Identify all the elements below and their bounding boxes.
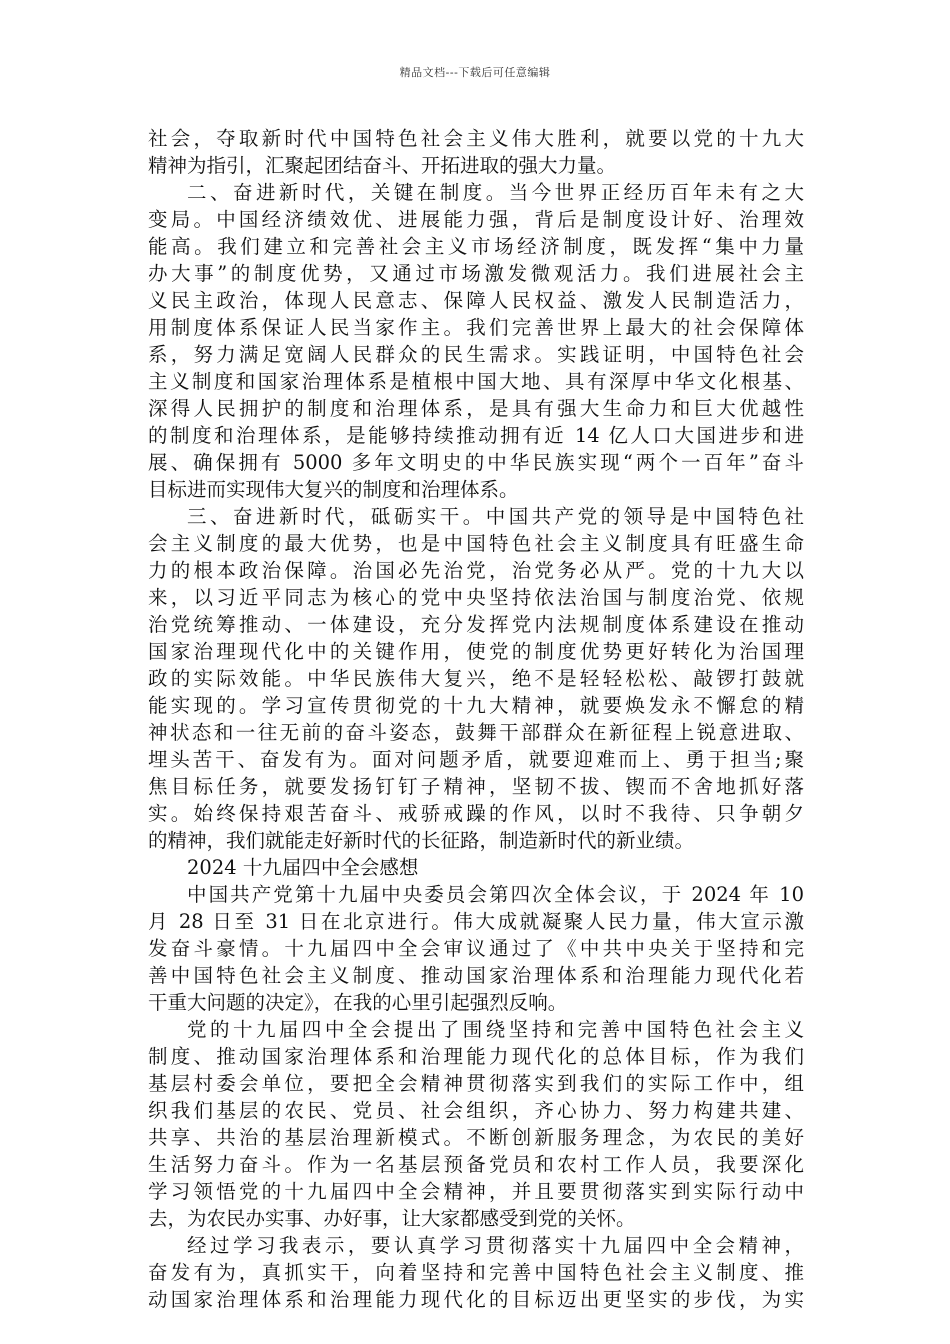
text-line: 系，努力满足宽阔人民群众的民生需求。实践证明，中国特色社会 [148,343,804,366]
text-line: 展、确保拥有 5000 多年文明史的中华民族实现“两个一百年”奋斗 [148,451,804,474]
text-line: 制度、推动国家治理体系和治理能力现代化的总体目标，作为我们 [148,1045,804,1068]
text-line: 干重大问题的决定》，在我的心里引起强烈反响。 [148,991,568,1014]
text-line: 治党统筹推动、一体建设，充分发挥党内法规制度体系建设在推动 [148,613,804,636]
text-line: 织我们基层的农民、党员、社会组织，齐心协力、努力构建共建、 [148,1099,804,1122]
text-line: 学习领悟党的十九届四中全会精神，并且要贯彻落实到实际行动中 [148,1180,804,1203]
text-line: 神状态和一往无前的奋斗姿态，鼓舞干部群众在新征程上锐意进取、 [148,721,804,744]
text-line: 2024 十九届四中全会感想 [187,856,419,879]
text-line: 焦目标任务，就要发扬钉钉子精神，坚韧不拔、锲而不舍地抓好落 [148,775,804,798]
text-line: 二、奋进新时代，关键在制度。当今世界正经历百年未有之大 [187,181,804,204]
text-line: 深得人民拥护的制度和治理体系，是具有强大生命力和巨大优越性 [148,397,804,420]
text-line: 基层村委会单位，要把全会精神贯彻落实到我们的实际工作中，组 [148,1072,804,1095]
text-line: 共享、共治的基层治理新模式。不断创新服务理念，为农民的美好 [148,1126,804,1149]
text-line: 来，以习近平同志为核心的党中央坚持依法治国与制度治党、依规 [148,586,804,609]
text-line: 生活努力奋斗。作为一名基层预备党员和农村工作人员，我要深化 [148,1153,804,1176]
text-line: 奋发有为，真抓实干，向着坚持和完善中国特色社会主义制度、推 [148,1261,804,1284]
text-line: 义民主政治，体现人民意志、保障人民权益、激发人民制造活力， [148,289,804,312]
text-line: 的制度和治理体系，是能够持续推动拥有近 14 亿人口大国进步和进 [148,424,804,447]
text-line: 主义制度和国家治理体系是植根中国大地、具有深厚中华文化根基、 [148,370,804,393]
text-line: 埋头苦干、奋发有为。面对问题矛盾，就要迎难而上、勇于担当;聚 [148,748,804,771]
text-line: 会主义制度的最大优势，也是中国特色社会主义制度具有旺盛生命 [148,532,804,555]
text-line: 去，为农民办实事、办好事，让大家都感受到党的关怀。 [148,1207,636,1230]
text-line: 精神为指引，汇聚起团结奋斗、开拓进取的强大力量。 [148,154,617,177]
text-line: 国家治理现代化中的关键作用，使党的制度优势更好转化为治国理 [148,640,804,663]
text-line: 目标进而实现伟大复兴的制度和治理体系。 [148,478,519,501]
text-line: 党的十九届四中全会提出了围绕坚持和完善中国特色社会主义 [187,1018,804,1041]
text-line: 月 28 日至 31 日在北京进行。伟大成就凝聚人民力量，伟大宣示激 [148,910,804,933]
text-line: 三、奋进新时代，砥砺实干。中国共产党的领导是中国特色社 [187,505,804,528]
page-header: 精品文档---下载后可任意编辑 [399,66,551,79]
document-body [148,125,804,1313]
text-line: 政的实际效能。中华民族伟大复兴，绝不是轻轻松松、敲锣打鼓就 [148,667,804,690]
text-line: 用制度体系保证人民当家作主。我们完善世界上最大的社会保障体 [148,316,804,339]
text-line: 动国家治理体系和治理能力现代化的目标迈出更坚实的步伐，为实 [148,1288,804,1311]
text-line: 发奋斗豪情。十九届四中全会审议通过了《中共中央关于坚持和完 [148,937,804,960]
text-line: 变局。中国经济绩效优、进展能力强，背后是制度设计好、治理效 [148,208,804,231]
text-line: 中国共产党第十九届中央委员会第四次全体会议，于 2024 年 10 [187,883,804,906]
text-line: 能高。我们建立和完善社会主义市场经济制度，既发挥“集中力量 [148,235,804,258]
text-line: 实。始终保持艰苦奋斗、戒骄戒躁的作风，以时不我待、只争朝夕 [148,802,804,825]
text-line: 善中国特色社会主义制度、推动国家治理体系和治理能力现代化若 [148,964,804,987]
text-line: 办大事”的制度优势，又通过市场激发微观活力。我们进展社会主 [148,262,804,285]
text-line: 的精神，我们就能走好新时代的长征路，制造新时代的新业绩。 [148,829,695,852]
text-line: 能实现的。学习宣传贯彻党的十九大精神，就要焕发永不懈怠的精 [148,694,804,717]
text-line: 力的根本政治保障。治国必先治党，治党务必从严。党的十九大以 [148,559,804,582]
text-line: 社会，夺取新时代中国特色社会主义伟大胜利，就要以党的十九大 [148,127,804,150]
text-line: 经过学习我表示，要认真学习贯彻落实十九届四中全会精神， [187,1234,804,1257]
